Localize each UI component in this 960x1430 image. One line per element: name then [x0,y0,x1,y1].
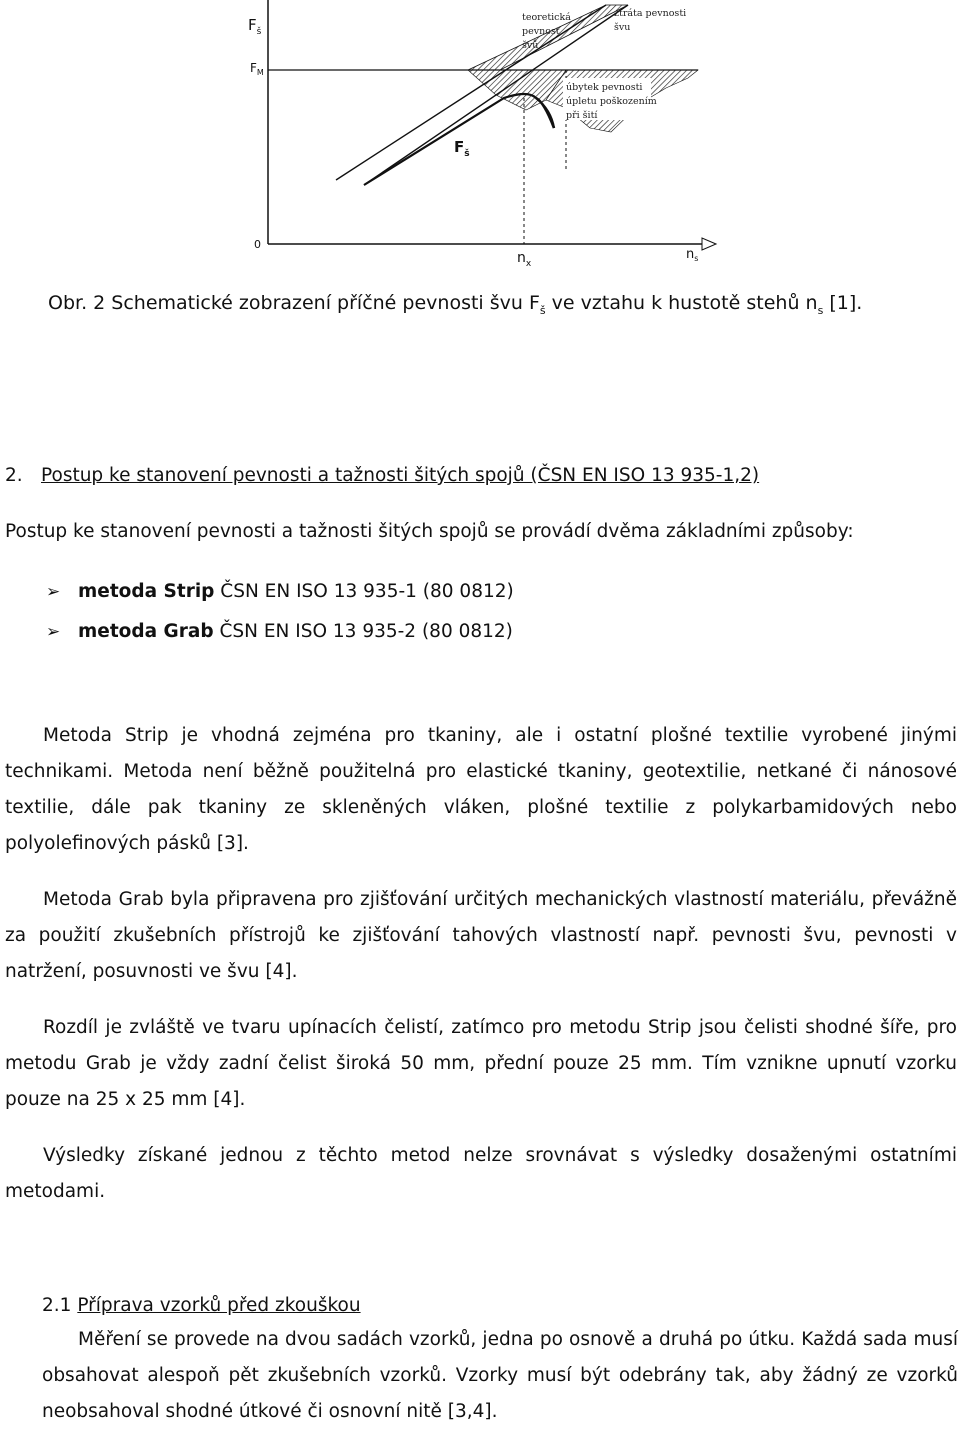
paragraph: Rozdíl je zvláště ve tvaru upínacích čelistí, zatímco pro metodu Strip jsou čelisti shodné šíře, pro metodu Grab je vždy zadní čelist široká 50 mm, přední pouze 25 mm. Tím vznikne upnutí vzorku pouze na 25 x 25 mm [4]. [5,1017,957,1110]
origin-label: 0 [254,238,261,251]
theoretical-strength-label: teoretická pevnost švů [522,12,571,51]
knit-decrease-label: úbytek pevnosti úpletu poškozením při šití [566,82,657,121]
paragraph: Měření se provede na dvou sadách vzorků, jedna po osnově a druhá po útku. Každá sada musí obsahovat alespoň pět zkušebních vzorků. Vzorky musí být odebrány tak, aby žádný ze vzorků neobsahoval shodné útkové či osnovní nitě [3,4]. [42,1329,958,1422]
seam-strength-diagram [236,0,726,270]
subsection-title: Příprava vzorků před zkouškou [77,1295,361,1316]
intro-text: Postup ke stanovení pevnosti a tažnosti šitých spojů se provádí dvěma základními způsoby: [5,521,854,542]
x-axis-arrow [702,238,716,250]
arrow-bullet-icon: ➢ [46,622,61,642]
arrow-bullet-icon: ➢ [46,582,61,602]
methods-list [46,572,514,652]
fm-label: $F_M$ [250,61,264,77]
section-heading [5,458,957,494]
curve-label: $F_š$ [454,138,470,159]
y-axis-label: $F_š$ [248,16,262,37]
ns-label: $n_s$ [686,247,699,263]
list-item: ➢ metoda Grab ČSN EN ISO 13 935-2 (80 0812) [46,612,514,652]
subsection-heading [42,1288,361,1324]
section-title: Postup ke stanovení pevnosti a tažnosti šitých spojů (ČSN EN ISO 13 935-1,2) [41,465,760,486]
nx-label: $n_x$ [517,250,532,269]
list-item: ➢ metoda Strip ČSN EN ISO 13 935-1 (80 0812) [46,572,514,612]
figure-caption: Obr. 2 Schematické zobrazení příčné pevnosti švu $F_š$ ve vztahu k hustotě stehů $n_s$ [1]. [48,292,863,317]
section-number: 2. [5,465,23,486]
paragraph: Metoda Grab byla připravena pro zjišťování určitých mechanických vlastností materiálu, převážně za použití zkušebních přístrojů ke zjišťování tahových vlastností např. pevnosti švu, pevnosti v natržení, posuvnosti ve švu [4]. [5,889,957,982]
subsection-number: 2.1 [42,1295,72,1316]
paragraph: Výsledky získané jednou z těchto metod nelze srovnávat s výsledky dosaženými ostatními metodami. [5,1145,957,1202]
paragraph: Metoda Strip je vhodná zejména pro tkaniny, ale i ostatní plošné textilie vyrobené jinými technikami. Metoda není běžně použitelná pro elastické tkaniny, geotextilie, netkané či nánosové textilie, dále pak tkaniny ze skleněných vláken, plošné textilie z polykarbamidových nebo polyolefinových pásků [3]. [5,725,957,854]
seam-loss-label: ztráta pevnosti švu [614,8,687,33]
